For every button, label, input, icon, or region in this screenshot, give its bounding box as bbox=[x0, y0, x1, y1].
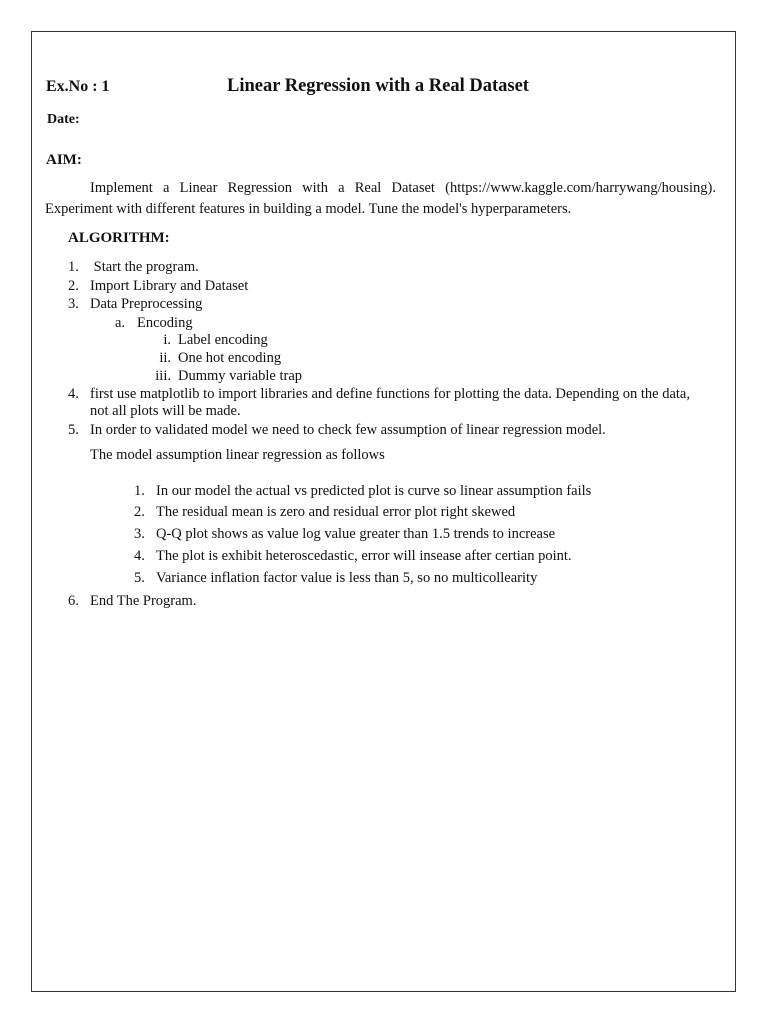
list-number: a. bbox=[115, 315, 126, 331]
list-text: Data Preprocessing bbox=[90, 296, 203, 312]
list-text: Variance inflation factor value is less than 5, so no multicollearity bbox=[156, 570, 538, 586]
assumption-intro: The model assumption linear regression as follows bbox=[90, 447, 385, 463]
list-number: 4. bbox=[68, 386, 79, 402]
list-item bbox=[68, 259, 199, 276]
list-text: Start the program. bbox=[90, 259, 199, 275]
list-number: 4. bbox=[134, 548, 145, 564]
list-item bbox=[134, 483, 591, 500]
list-text: Encoding bbox=[137, 315, 193, 331]
list-item bbox=[68, 296, 202, 313]
aim-text-line-1: Implement a Linear Regression with a Real Dataset (https://www.kaggle.com/harrywang/housing). bbox=[90, 180, 716, 196]
list-item bbox=[149, 350, 281, 367]
list-text: In our model the actual vs predicted plot is curve so linear assumption fails bbox=[156, 483, 592, 499]
list-number: 6. bbox=[68, 593, 79, 609]
list-text: End The Program. bbox=[90, 593, 197, 609]
list-item bbox=[68, 386, 690, 403]
list-item bbox=[149, 368, 302, 385]
list-text: Label encoding bbox=[178, 332, 268, 348]
list-text: One hot encoding bbox=[178, 350, 282, 366]
list-number: 3. bbox=[68, 296, 79, 312]
list-number: 1. bbox=[68, 259, 79, 275]
algorithm-heading: ALGORITHM: bbox=[68, 230, 170, 246]
list-number: 5. bbox=[68, 422, 79, 438]
list-item bbox=[68, 422, 606, 439]
list-item bbox=[68, 593, 196, 610]
page-title: Linear Regression with a Real Dataset bbox=[227, 76, 529, 96]
list-text: Q-Q plot shows as value log value greater than 1.5 trends to increase bbox=[156, 526, 556, 542]
list-text: The residual mean is zero and residual error plot right skewed bbox=[156, 504, 516, 520]
list-item bbox=[149, 332, 268, 349]
list-item bbox=[134, 504, 515, 521]
list-item bbox=[115, 315, 193, 332]
list-text: In order to validated model we need to check few assumption of linear regression model. bbox=[90, 422, 606, 438]
list-item bbox=[134, 570, 537, 587]
list-item bbox=[68, 278, 248, 295]
list-number: 2. bbox=[134, 504, 145, 520]
list-text: Import Library and Dataset bbox=[90, 278, 249, 294]
list-item bbox=[134, 526, 555, 543]
list-number: iii. bbox=[155, 368, 171, 384]
list-text: Dummy variable trap bbox=[178, 368, 303, 384]
list-number: 3. bbox=[134, 526, 145, 542]
aim-heading: AIM: bbox=[46, 152, 82, 168]
exercise-number: Ex.No : 1 bbox=[46, 78, 110, 95]
list-number: 1. bbox=[134, 483, 145, 499]
aim-text-line-2: Experiment with different features in building a model. Tune the model's hyperparameters. bbox=[45, 201, 572, 217]
list-number: i. bbox=[163, 332, 171, 348]
list-number: 2. bbox=[68, 278, 79, 294]
list-text-continuation: not all plots will be made. bbox=[90, 403, 241, 419]
list-number: 5. bbox=[134, 570, 145, 586]
list-text: The plot is exhibit heteroscedastic, error will insease after certian point. bbox=[156, 548, 572, 564]
list-item bbox=[134, 548, 572, 565]
list-number: ii. bbox=[159, 350, 171, 366]
list-text: first use matplotlib to import libraries and define functions for plotting the data. Depending on the data, bbox=[90, 386, 690, 402]
date-label: Date: bbox=[47, 112, 80, 127]
